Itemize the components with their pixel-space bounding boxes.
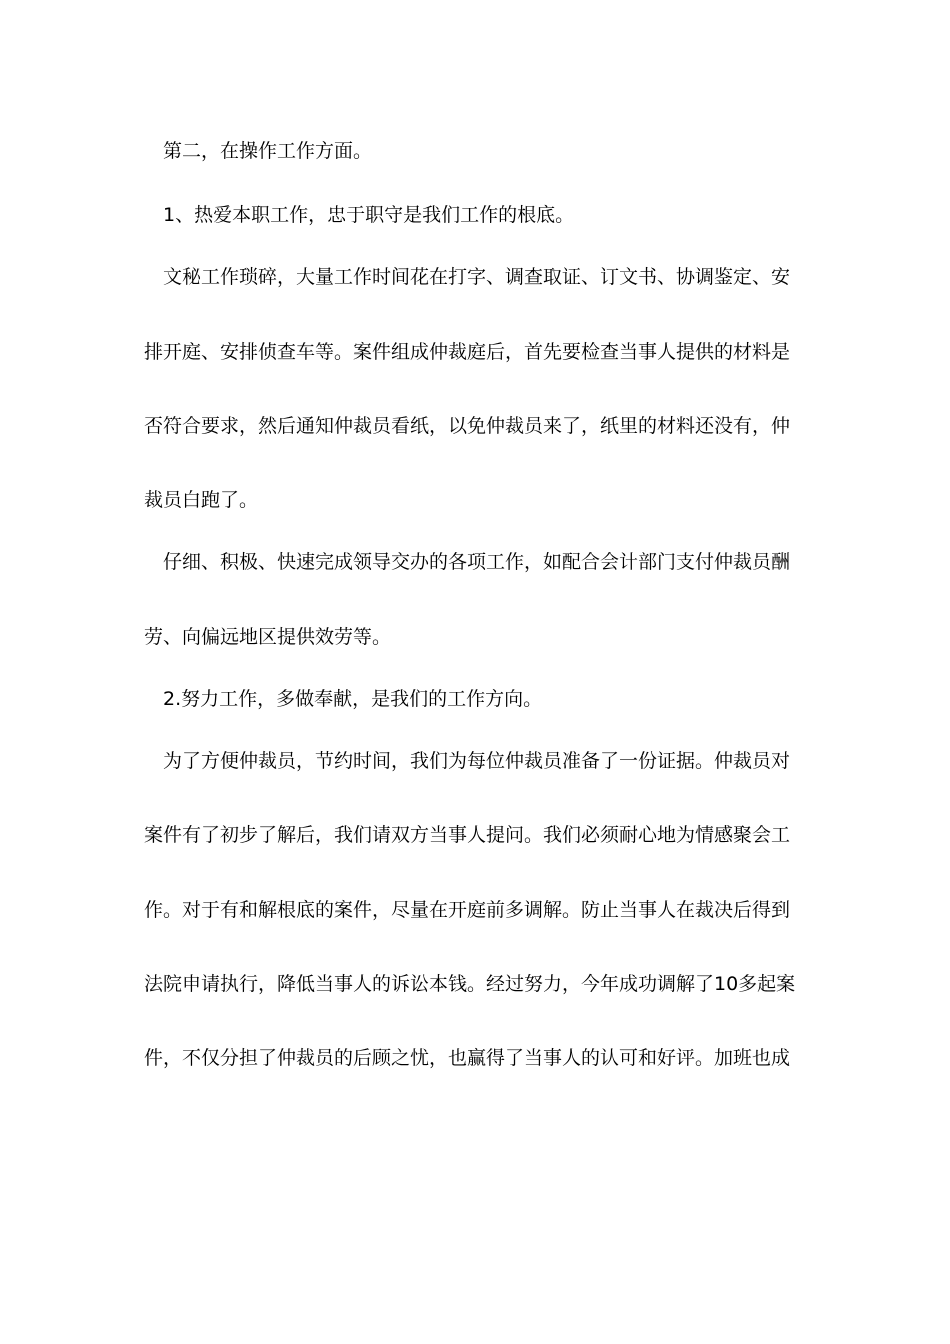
paragraph-line: 文秘工作琐碎，大量工作时间花在打字、调查取证、订文书、协调鉴定、安 [163,266,791,288]
paragraph-line: 排开庭、安排侦查车等。案件组成仲裁庭后，首先要检查当事人提供的材料是 [144,341,791,363]
section-heading: 第二，在操作工作方面。 [163,140,373,162]
subheading-1: 1、热爱本职工作，忠于职守是我们工作的根底。 [163,204,575,226]
paragraph-line: 裁员白跑了。 [144,489,259,511]
paragraph-line: 作。对于有和解根底的案件，尽量在开庭前多调解。防止当事人在裁决后得到 [144,899,791,921]
paragraph-line: 为了方便仲裁员，节约时间，我们为每位仲裁员准备了一份证据。仲裁员对 [163,750,791,772]
paragraph-line: 否符合要求，然后通知仲裁员看纸，以免仲裁员来了，纸里的材料还没有，仲 [144,415,791,437]
paragraph-line: 劳、向偏远地区提供效劳等。 [144,626,392,648]
paragraph-line: 仔细、积极、快速完成领导交办的各项工作，如配合会计部门支付仲裁员酬 [163,551,791,573]
subheading-2: 2.努力工作，多做奉献，是我们的工作方向。 [163,688,543,710]
paragraph-line: 件，不仅分担了仲裁员的后顾之忧，也赢得了当事人的认可和好评。加班也成 [144,1047,791,1069]
paragraph-line: 法院申请执行，降低当事人的诉讼本钱。经过努力，今年成功调解了10多起案 [144,973,796,995]
paragraph-line: 案件有了初步了解后，我们请双方当事人提问。我们必须耐心地为情感聚会工 [144,824,791,846]
